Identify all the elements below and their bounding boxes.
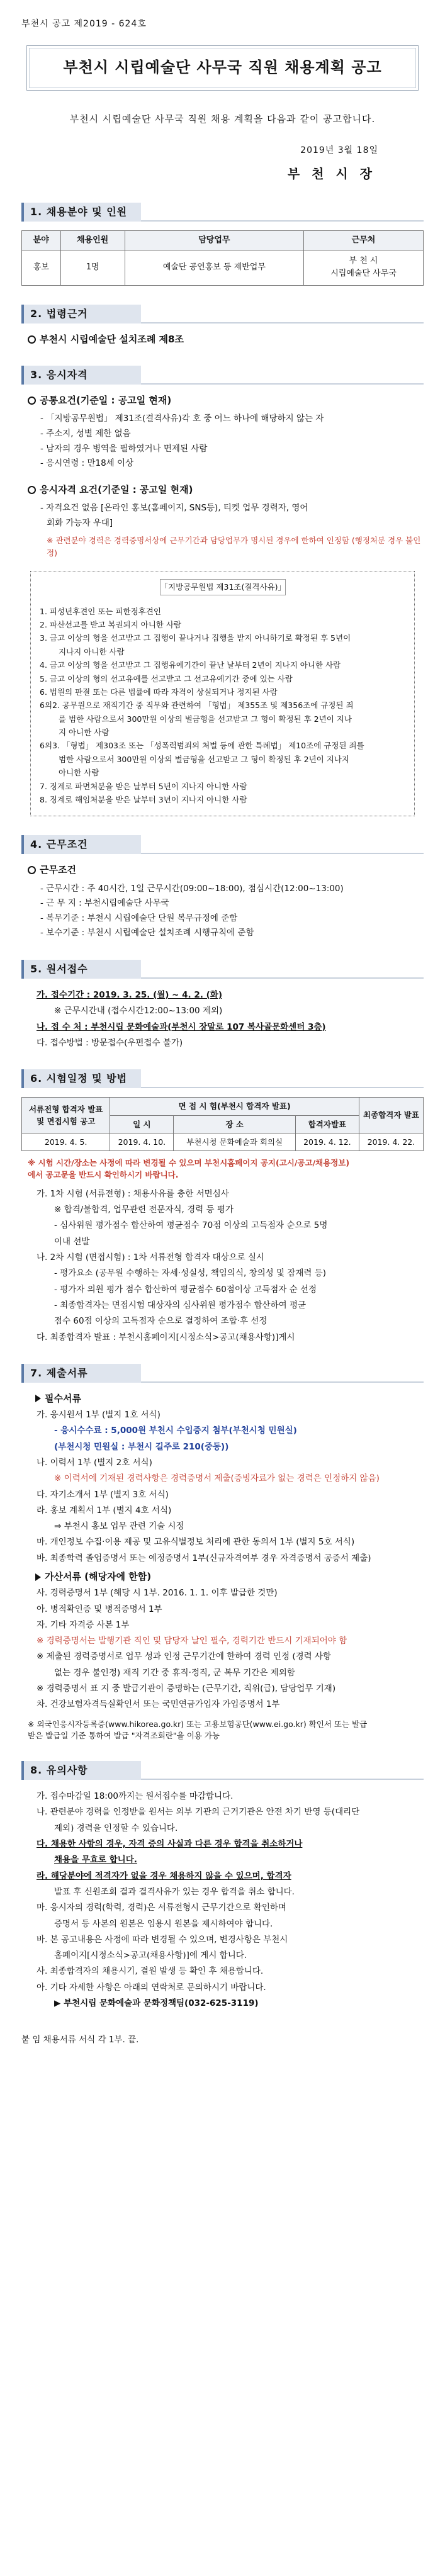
section-rule bbox=[141, 960, 424, 979]
doc-line: 없는 경우 불인정) 재직 기간 중 휴직·정직, 군 복무 기간은 제외함 bbox=[54, 1667, 295, 1678]
table-cell: 2019. 4. 10. bbox=[110, 1133, 174, 1150]
section-title: 5. 원서접수 bbox=[21, 960, 141, 979]
required-docs-title bbox=[35, 1392, 424, 1406]
section-header bbox=[21, 960, 424, 979]
section-documents bbox=[21, 1364, 424, 1742]
common-req-title-text: 공통요건(기준일 : 공고일 현재) bbox=[40, 395, 172, 407]
section-title: 3. 응시자격 bbox=[21, 366, 141, 385]
schedule-line: 가. 1차 시험 (서류전형) : 채용사유를 충한 서면심사 bbox=[37, 1188, 229, 1199]
section-rule bbox=[141, 835, 424, 854]
triangle-bullet-icon bbox=[35, 1573, 41, 1581]
optional-docs bbox=[37, 1585, 424, 1712]
law-line: 를 범한 사람으로서 300만원 이상의 벌금형을 선고받고 그 형이 확정된 후 2년이 지나 bbox=[59, 714, 352, 724]
schedule-line: ※ 합격/불합격, 업무관련 전문자식, 경력 등 평가 bbox=[54, 1205, 234, 1215]
career-note: ※ 관련분야 경력은 경력증명서상에 근무기간과 담당업무가 명시된 경우에 한하여 인정함 (행정처분 경우 불인정) bbox=[47, 536, 421, 558]
apply-lines bbox=[37, 987, 424, 1050]
doc-line: 차. 건강보험자격득실확인서 또는 국민연금가입자 가입증명서 1부 bbox=[37, 1699, 280, 1710]
notice-date: 2019년 3월 18일 bbox=[300, 145, 378, 155]
caution-line: 증명서 등 사본의 원본은 임용시 원본을 제시하여야 합니다. bbox=[54, 1918, 273, 1929]
doc-line: 나. 이력서 1부 (별지 2호 서식) bbox=[37, 1457, 152, 1468]
doc-line: 사. 경력증명서 1부 (해당 시 1부. 2016. 1. 1. 이후 발급한 것만) bbox=[37, 1588, 278, 1599]
work-title bbox=[28, 863, 424, 877]
caution-line: 아. 기타 자세한 사항은 아래의 연락처로 문의하시기 바랍니다. bbox=[37, 1982, 266, 1993]
table-header: 근무처 bbox=[304, 230, 424, 250]
list-item-text: 「지방공무원법」 제31조(결격사유)각 호 중 어느 하나에 해당하지 않는 자 bbox=[46, 413, 324, 424]
section-rule bbox=[141, 305, 424, 323]
doc-line: - 응시수수료 : 5,000원 부천시 수입증지 첨부(부천시청 민원실) bbox=[54, 1426, 297, 1436]
recruit-table bbox=[21, 230, 424, 286]
reference-note-line: ※ 외국인응시자등록증(www.hikorea.go.kr) 또는 고용보험공단(www.ei.go.kr) 확인서 또는 발급 bbox=[28, 1719, 368, 1729]
law-item-text: 부천시 시립예술단 설치조례 제8조 bbox=[40, 333, 184, 345]
list-item: - 남자의 경우 병역을 필하였거나 면제된 사람 bbox=[40, 443, 208, 454]
section-qualification bbox=[21, 366, 424, 816]
list-item-text: 근무시간 : 주 40시간, 1일 근무시간(09:00~18:00), 점심시간(12:00~13:00) bbox=[46, 883, 344, 894]
list-item: - 자격요건 없음 [온라인 홍보(홈페이지, SNS등), 티켓 업무 경력자, 영어 bbox=[40, 503, 308, 514]
contact-line: ▶ 부천시립 문화예술과 문화정책팀(032-625-3119) bbox=[54, 1998, 259, 2008]
table-cell: 2019. 4. 5. bbox=[22, 1133, 110, 1150]
list-item: - 「지방공무원법」 제31조(결격사유)각 호 중 어느 하나에 해당하지 않는 자 bbox=[40, 413, 324, 424]
list-item: - 복무기준 : 부천시 시립예술단 단원 복무규정에 준함 bbox=[40, 913, 238, 923]
table-cell: 예술단 공연홍보 등 제반업무 bbox=[125, 250, 303, 285]
list-item: - 근 무 지 : 부천시립예술단 사무국 bbox=[40, 898, 169, 909]
special-req-title-text: 응시자격 요건(기준일 : 공고일 현재) bbox=[40, 483, 193, 495]
section-title: 8. 유의사항 bbox=[21, 1761, 141, 1780]
law-line: 6의3. 「형법」 제303조 또는 「성폭력범죄의 처벌 등에 관한 특례법」 제10조에 규정된 죄를 bbox=[40, 741, 364, 751]
law-line: 6. 법원의 판결 또는 다른 법률에 따라 자격이 상실되거나 정지된 사람 bbox=[40, 687, 278, 697]
caution-line: 채용을 무효로 합니다. bbox=[54, 1855, 137, 1865]
section-rule bbox=[141, 203, 424, 222]
doc-line: 다. 자기소개서 1부 (별지 3호 서식) bbox=[37, 1489, 169, 1500]
list-item: - 근무시간 : 주 40시간, 1일 근무시간(09:00~18:00), 점심시간(12:00~13:00) bbox=[40, 883, 344, 894]
section-title: 2. 법령근거 bbox=[21, 305, 141, 323]
circle-bullet-icon bbox=[28, 397, 36, 405]
disqualification-title: 「지방공무원법 제31조(결격사유)」 bbox=[160, 579, 286, 595]
law-line: 아니한 사람 bbox=[59, 768, 99, 778]
caution-line: 다. 채용한 사항의 경우, 자격 증의 사실과 다른 경우 합격을 취소하거나 bbox=[37, 1839, 303, 1850]
doc-line: ⇒ 부천시 홍보 업무 관련 기술 시정 bbox=[54, 1521, 184, 1532]
section-schedule bbox=[21, 1069, 424, 1345]
table-cell: 부 천 시 시립예술단 사무국 bbox=[304, 250, 424, 285]
apply-period: 가. 접수기간 : 2019. 3. 25. (월) ~ 4. 2. (화) bbox=[37, 990, 222, 1001]
schedule-line: - 평가자 의원 평가 점수 합산하여 평균점수 60점이상 고득점자 순 선정 bbox=[54, 1284, 317, 1295]
issuing-org: 부 천 시 장 bbox=[287, 166, 376, 181]
doc-line: 바. 최종학력 졸업증명서 또는 예정증명서 1부(신규자격여부 경우 자격증명서 공증서 제출) bbox=[37, 1553, 371, 1563]
law-line: 5. 금고 이상의 형의 선고유예를 선고받고 그 선고유예기간 중에 있는 사람 bbox=[40, 673, 293, 683]
schedule-line: 점수 60점 이상의 고득점자 순으로 결정하여 조합·후 선정 bbox=[54, 1316, 268, 1327]
caution-line: 홈페이지[시정소식>공고(채용사항)]에 게시 합니다. bbox=[54, 1950, 247, 1961]
doc-line: 마. 개인정보 수집·이용 제공 및 고유식별정보 처리에 관한 동의서 1부 (별지 5호 서식) bbox=[37, 1537, 355, 1548]
disqualification-box bbox=[30, 571, 415, 816]
section-rule bbox=[141, 1761, 424, 1780]
list-item-text: 근 무 지 : 부천시립예술단 사무국 bbox=[46, 898, 169, 909]
apply-method: 다. 접수방법 : 방문접수(우편접수 불가) bbox=[37, 1037, 183, 1048]
law-line: 3. 금고 이상의 형을 선고받고 그 집행이 끝나거나 집행을 받지 아니하기로 확정된 후 5년이 bbox=[40, 633, 351, 643]
notice-number: 부천시 공고 제2019 - 624호 bbox=[21, 19, 147, 29]
schedule-line: - 심사위원 평가점수 합산하여 평균점수 70점 이상의 고득점자 순으로 5명 bbox=[54, 1220, 328, 1231]
table-cell: 부천시청 문화예술과 회의실 bbox=[174, 1133, 295, 1150]
table-header: 분야 bbox=[22, 230, 61, 250]
caution-line: 바. 본 공고내용은 사정에 따라 변경될 수 있으며, 변경사항은 부천시 bbox=[37, 1934, 288, 1945]
caution-line: 제외) 경력을 인정할 수 있습니다. bbox=[54, 1823, 178, 1833]
section-rule bbox=[141, 1364, 424, 1383]
schedule-line: - 최종합격자는 면접시험 대상자의 심사위원 평가점수 합산하여 평균 bbox=[54, 1300, 307, 1310]
section-work bbox=[21, 835, 424, 941]
caution-line: 가. 접수마감일 18:00까지는 원서접수를 마감합니다. bbox=[37, 1791, 234, 1802]
section-header bbox=[21, 366, 424, 385]
schedule-line: 다. 최종합격자 발표 : 부천시홈페이지[시정소식>공고(채용사항)]게시 bbox=[37, 1332, 295, 1342]
apply-place: 나. 접 수 처 : 부천시립 문화예술과(부천시 장말로 107 복사골문화센터 3층) bbox=[37, 1021, 326, 1032]
caution-line: 나. 관련분야 경력을 인정받을 원서는 외부 기관의 근거기관은 안전 차기 반영 등(대리단 bbox=[37, 1807, 360, 1818]
law-line: 6의2. 공무원으로 재직기간 중 직무와 관련하여 「형법」 제355조 및 제356조에 규정된 죄 bbox=[40, 700, 354, 711]
table-header: 장 소 bbox=[174, 1115, 295, 1133]
doc-line: ※ 경력증명서는 발행기관 직인 및 담당자 날인 필수, 경력기간 반드시 기재되어야 함 bbox=[37, 1636, 347, 1646]
required-docs-title-text: 필수서류 bbox=[45, 1392, 81, 1404]
section-rule bbox=[141, 366, 424, 385]
law-line: 범한 사람으로서 300만원 이상의 벌금형을 선고받고 그 형이 확정된 후 2년이 지나지 bbox=[59, 754, 349, 764]
law-line: 8. 징계로 해임처분을 받은 날부터 3년이 지나지 아니한 사람 bbox=[40, 794, 247, 804]
doc-line: ※ 경력증명서 표 지 중 발급기관이 증명하는 (근무기간, 직위(급), 담당업무 기재) bbox=[37, 1684, 336, 1694]
section-header bbox=[21, 305, 424, 323]
section-header bbox=[21, 1069, 424, 1088]
caution-line: 사. 최종합격자의 채용시기, 결원 발생 등 확인 후 채용합니다. bbox=[37, 1966, 264, 1977]
table-header: 최종합격자 발표 bbox=[359, 1098, 423, 1133]
table-cell: 1명 bbox=[60, 250, 125, 285]
doc-line: (부천시청 민원실 : 부천시 길주로 210(중동)) bbox=[54, 1441, 229, 1452]
doc-line: 라. 홍보 계획서 1부 (별지 4호 서식) bbox=[37, 1505, 172, 1516]
table-header: 담당업무 bbox=[125, 230, 303, 250]
schedule-line: 나. 2차 시험 (면접시험) : 1차 서류전형 합격자 대상으로 실시 bbox=[37, 1252, 265, 1263]
law-item bbox=[28, 332, 424, 347]
doc-line: ※ 이력서에 기재된 경력사항은 경력증명서 제출(증빙자료가 없는 경력은 인정하지 않음) bbox=[54, 1473, 380, 1484]
table-header: 면 접 시 험(부천시 합격자 발표) bbox=[110, 1098, 359, 1115]
schedule-table bbox=[21, 1097, 424, 1151]
section-header bbox=[21, 1364, 424, 1383]
reference-note-line: 받은 발급일 기준 통하여 발급 "자격조회란"을 이용 가능 bbox=[28, 1731, 220, 1741]
caution-lines bbox=[37, 1789, 424, 2011]
doc-line: 아. 병적확인증 및 병적증명서 1부 bbox=[37, 1604, 162, 1614]
list-item: - 주소지, 성별 제한 없음 bbox=[40, 428, 131, 439]
law-line: 지나지 아니한 사람 bbox=[59, 646, 125, 656]
apply-note: ※ 근무시간내 (접수시간12:00~13:00 제외) bbox=[54, 1006, 223, 1016]
section-cautions bbox=[21, 1761, 424, 2011]
common-req-title bbox=[28, 393, 424, 408]
table-header: 일 시 bbox=[110, 1115, 174, 1133]
optional-docs-title bbox=[35, 1570, 424, 1584]
table-header: 합격자발표 bbox=[295, 1115, 359, 1133]
list-item: - 보수기준 : 부천시 시립예술단 설치조례 시행규칙에 준함 bbox=[40, 928, 254, 938]
list-item bbox=[47, 516, 424, 531]
attachment-line: 붙 임 채용서류 서식 각 1부. 끝. bbox=[21, 2035, 139, 2045]
schedule-line: - 평가요소 (공무원 수행하는 자세·성실성, 책임의식, 창의성 및 잠재력 등) bbox=[54, 1268, 327, 1279]
required-docs bbox=[37, 1407, 424, 1566]
section-title: 7. 제출서류 bbox=[21, 1364, 141, 1383]
law-line: 4. 금고 이상의 형을 선고받고 그 집행유예기간이 끝난 날부터 2년이 지나지 아니한 사람 bbox=[40, 660, 341, 670]
schedule-note-line: 에서 공고문을 반드시 확인하시기 바랍니다. bbox=[28, 1170, 179, 1180]
schedule-line: 이내 선발 bbox=[54, 1236, 90, 1247]
list-item-text: 복무기준 : 부천시 시립예술단 단원 복무규정에 준함 bbox=[46, 913, 238, 923]
table-header: 서류전형 합격자 발표 및 면접시험 공고 bbox=[22, 1098, 110, 1133]
circle-bullet-icon bbox=[28, 486, 36, 494]
table-header: 채용인원 bbox=[60, 230, 125, 250]
special-req-title bbox=[28, 483, 424, 497]
section-title: 6. 시험일정 및 방법 bbox=[21, 1069, 141, 1088]
doc-line: ※ 제출된 경력증명서로 업무 성과 인정 근무기간에 한하여 경력 인정 (경력 사항 bbox=[37, 1651, 332, 1662]
circle-bullet-icon bbox=[28, 335, 36, 344]
schedule-note-line: ※ 시험 시간/장소는 사정에 따라 변경될 수 있으며 부천시홈페이지 공지(고시/공고/채용정보) bbox=[28, 1158, 350, 1168]
list-item-text: 보수기준 : 부천시 시립예술단 설치조례 시행규칙에 준함 bbox=[46, 928, 254, 938]
section-apply bbox=[21, 960, 424, 1050]
list-item-text: 회화 가능자 우대] bbox=[47, 517, 113, 528]
caution-line: 마. 응시자의 경력(학력, 경력)은 서류전형시 근무기간으로 확인하며 bbox=[37, 1903, 286, 1913]
reference-note bbox=[28, 1719, 424, 1743]
schedule-note bbox=[28, 1157, 424, 1181]
law-line: 2. 파산선고를 받고 복권되지 아니한 사람 bbox=[40, 620, 181, 630]
list-item-text: 주소지, 성별 제한 없음 bbox=[46, 428, 131, 439]
law-line: 1. 피성년후견인 또는 피한정후견인 bbox=[40, 606, 161, 616]
schedule-lines bbox=[37, 1186, 424, 1345]
doc-line: 자. 기타 자격증 사본 1부 bbox=[37, 1619, 130, 1630]
list-item-text: 응시연령 : 만18세 이상 bbox=[46, 458, 134, 469]
notice-title: 부천시 시립예술단 사무국 직원 채용계획 공고 bbox=[26, 45, 419, 91]
table-cell: 홍보 bbox=[22, 250, 61, 285]
list-item: - 응시연령 : 만18세 이상 bbox=[40, 458, 134, 469]
section-rule bbox=[141, 1069, 424, 1088]
triangle-bullet-icon bbox=[35, 1395, 41, 1402]
caution-line: 라. 해당분야에 적격자가 없을 경우 채용하지 않을 수 있으며, 합격자 bbox=[37, 1870, 291, 1881]
list-item-text: 자격요건 없음 [온라인 홍보(홈페이지, SNS등), 티켓 업무 경력자, 영어 bbox=[46, 503, 308, 514]
table-cell: 2019. 4. 12. bbox=[295, 1133, 359, 1150]
law-line: 지 아니한 사람 bbox=[59, 728, 110, 738]
section-header bbox=[21, 1761, 424, 1780]
section-header bbox=[21, 203, 424, 222]
section-title: 1. 채용분야 및 인원 bbox=[21, 203, 141, 222]
law-line: 7. 징계로 파면처분을 받은 날부터 5년이 지나지 아니한 사람 bbox=[40, 781, 247, 791]
list-item-text: 남자의 경우 병역을 필하였거나 면제된 사람 bbox=[46, 443, 208, 454]
optional-docs-title-text: 가산서류 (해당자에 한함) bbox=[45, 1571, 152, 1583]
circle-bullet-icon bbox=[28, 866, 36, 874]
section-title: 4. 근무조건 bbox=[21, 835, 141, 854]
section-header bbox=[21, 835, 424, 854]
caution-line: 발표 후 신원조회 결과 결격사유가 있는 경우 합격을 취소 합니다. bbox=[54, 1886, 295, 1897]
work-title-text: 근무조건 bbox=[40, 864, 76, 876]
table-cell: 2019. 4. 22. bbox=[359, 1133, 423, 1150]
section-recruitment bbox=[21, 203, 424, 286]
intro-text: 부천시 시립예술단 사무국 직원 채용 계획을 다음과 같이 공고합니다. bbox=[69, 113, 376, 125]
section-law bbox=[21, 305, 424, 347]
doc-line: 가. 응시원서 1부 (별지 1호 서식) bbox=[37, 1410, 161, 1420]
